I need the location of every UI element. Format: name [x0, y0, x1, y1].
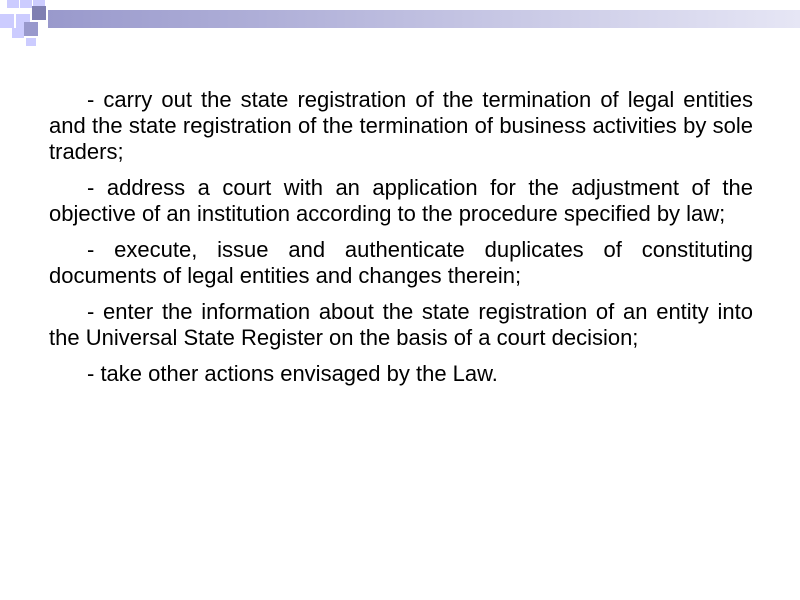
decor-square — [12, 28, 24, 38]
bullet-paragraph: - enter the information about the state registration of an entity into the Universal State Register on the basis of a court decision; — [49, 299, 753, 350]
slide-body — [49, 87, 753, 397]
bullet-paragraph: - carry out the state registration of the termination of legal entities and the state registration of the termination of business activities by sole traders; — [49, 87, 753, 164]
decor-square — [16, 14, 30, 28]
decor-square — [0, 14, 14, 28]
bullet-paragraph: - take other actions envisaged by the Law. — [87, 361, 498, 386]
decor-square — [20, 0, 32, 8]
decor-square — [26, 38, 36, 46]
decor-square — [32, 6, 46, 20]
decor-square — [33, 0, 45, 8]
header-band — [48, 10, 800, 28]
bullet-paragraph: - execute, issue and authenticate duplicates of constituting documents of legal entities and changes therein; — [49, 237, 753, 288]
decor-square — [7, 0, 19, 8]
decor-square — [24, 22, 38, 36]
slide-header-decoration — [0, 0, 800, 60]
bullet-paragraph: - address a court with an application for the adjustment of the objective of an institution according to the procedure specified by law; — [49, 175, 753, 226]
